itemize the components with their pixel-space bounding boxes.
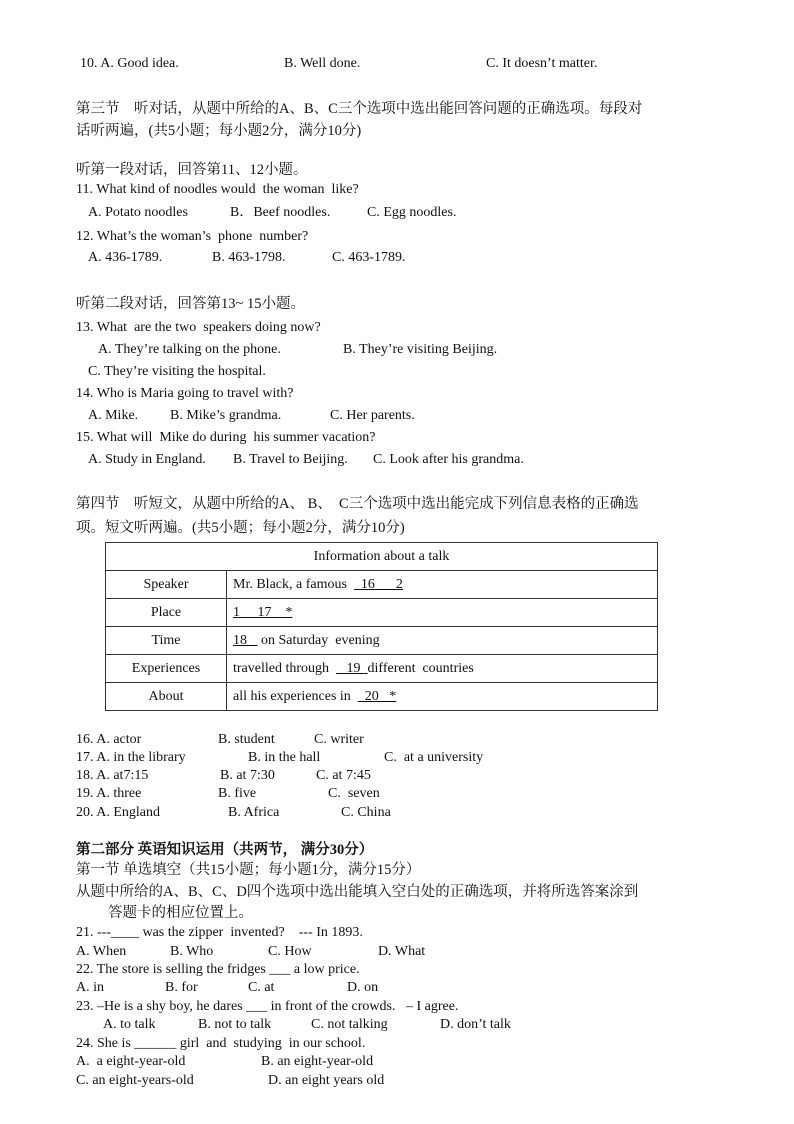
sec3-title-line1: 第三节 听对话，从题中所给的A、B、C三个选项中选出能回答问题的正确选项。每段对 <box>76 101 643 117</box>
q24-stem: 24. She is ______ girl and studying in our school. <box>76 1036 366 1051</box>
q23-option-b: B. not to talk <box>198 1017 272 1032</box>
q13-option-a: A. They’re talking on the phone. <box>98 342 281 357</box>
row-value <box>227 627 658 655</box>
q23-option-c: C. not talking <box>311 1017 388 1032</box>
info-table <box>105 542 658 711</box>
q12-option-a: A. 436-1789. <box>88 250 163 265</box>
blank-17: 1 17 * <box>233 604 293 620</box>
q24-option-c: C. an eight-years-old <box>76 1073 194 1088</box>
row-key: Time <box>106 627 227 655</box>
q12-option-b: B. 463-1798. <box>212 250 286 265</box>
q16-option-b: B. student <box>218 732 275 747</box>
q10-option-a: 10. A. Good idea. <box>80 56 179 71</box>
q22-option-c: C. at <box>248 980 275 995</box>
row-value <box>227 599 658 627</box>
q24-option-b: B. an eight-year-old <box>261 1054 374 1069</box>
sec3-part2-instruction: 听第二段对话，回答第13~ 15小题。 <box>76 296 305 312</box>
q15-option-b: B. Travel to Beijing. <box>233 452 348 467</box>
q10-option-c: C. It doesn’t matter. <box>486 56 598 71</box>
q21-option-b: B. Who <box>170 944 214 959</box>
table-row <box>106 683 658 711</box>
row-value-pre: Mr. Black, a famous <box>233 576 354 592</box>
q22-stem: 22. The store is selling the fridges ___ a low price. <box>76 962 360 977</box>
row-value <box>227 683 658 711</box>
q17-option-b: B. in the hall <box>248 750 321 765</box>
row-value-pre: all his experiences in <box>233 688 358 704</box>
q19-option-b: B. five <box>218 786 257 801</box>
q16-option-a: 16. A. actor <box>76 732 142 747</box>
q11-option-c: C. Egg noodles. <box>367 205 457 220</box>
q13-stem: 13. What are the two speakers doing now? <box>76 320 321 335</box>
row-key: Speaker <box>106 571 227 599</box>
q23-option-d: D. don’t talk <box>440 1017 511 1032</box>
q18-option-c: C. at 7:45 <box>316 768 371 783</box>
table-header: Information about a talk <box>106 543 658 571</box>
row-value-post: different countries <box>367 660 474 676</box>
q22-option-b: B. for <box>165 980 198 995</box>
q11-stem: 11. What kind of noodles would the woman like? <box>76 182 359 197</box>
q24-option-d: D. an eight years old <box>268 1073 385 1088</box>
q12-stem: 12. What’s the woman’s phone number? <box>76 229 309 244</box>
q18-option-a: 18. A. at7:15 <box>76 768 149 783</box>
row-key: Experiences <box>106 655 227 683</box>
q22-option-d: D. on <box>347 980 379 995</box>
sec4-title-line2: 项。短文听两遍。(共5小题；每小题2分，满分10分) <box>76 520 405 536</box>
q24-option-a: A. a eight-year-old <box>76 1054 186 1069</box>
q13-option-c: C. They’re visiting the hospital. <box>88 364 266 379</box>
row-value-pre: travelled through <box>233 660 337 676</box>
blank-16: 16 2 <box>353 576 403 592</box>
q20-option-b: B. Africa <box>228 805 280 820</box>
q13-option-b: B. They’re visiting Beijing. <box>343 342 498 357</box>
q21-option-d: D. What <box>378 944 426 959</box>
q15-stem: 15. What will Mike do during his summer vacation? <box>76 430 376 445</box>
row-key: Place <box>106 599 227 627</box>
part2-instruction-line1: 从题中所给的A、B、C、D四个选项中选出能填入空白处的正确选项，并将所选答案涂到 <box>76 884 639 900</box>
q14-option-b: B. Mike’s grandma. <box>170 408 282 423</box>
q17-option-c: C. at a university <box>384 750 484 765</box>
sec3-title-line2: 话听两遍，(共5小题；每小题2分，满分10分) <box>76 123 362 139</box>
q15-option-c: C. Look after his grandma. <box>373 452 524 467</box>
q17-option-a: 17. A. in the library <box>76 750 186 765</box>
row-key: About <box>106 683 227 711</box>
q19-option-a: 19. A. three <box>76 786 142 801</box>
q15-option-a: A. Study in England. <box>88 452 206 467</box>
row-value <box>227 655 658 683</box>
q22-option-a: A. in <box>76 980 104 995</box>
q18-option-b: B. at 7:30 <box>220 768 275 783</box>
q21-option-c: C. How <box>268 944 312 959</box>
q23-stem: 23. –He is a shy boy, he dares ___ in front of the crowds. – I agree. <box>76 999 459 1014</box>
blank-18: 18 <box>233 632 258 648</box>
q16-option-c: C. writer <box>314 732 364 747</box>
table-row <box>106 571 658 599</box>
q21-option-a: A. When <box>76 944 127 959</box>
q11-option-a: A. Potato noodles <box>88 205 188 220</box>
blank-20: 20 * <box>357 688 397 704</box>
table-header-row <box>106 543 658 571</box>
q14-stem: 14. Who is Maria going to travel with? <box>76 386 294 401</box>
q14-option-a: A. Mike. <box>88 408 139 423</box>
table-row <box>106 655 658 683</box>
part2-instruction-line2: 答题卡的相应位置上。 <box>108 905 253 921</box>
sec4-title-line1: 第四节 听短文，从题中所给的A、 B、 C三个选项中选出能完成下列信息表格的正确选 <box>76 496 639 512</box>
sec3-part1-instruction: 听第一段对话，回答第11、12小题。 <box>76 162 308 178</box>
q20-option-c: C. China <box>341 805 391 820</box>
part2-title: 第二部分 英语知识运用（共两节， 满分30分） <box>76 842 374 858</box>
blank-19: 19 <box>336 660 368 676</box>
q11-option-b: B．Beef noodles. <box>230 205 331 220</box>
q23-option-a: A. to talk <box>103 1017 156 1032</box>
q20-option-a: 20. A. England <box>76 805 160 820</box>
row-value-post: on Saturday evening <box>257 632 380 648</box>
q12-option-c: C. 463-1789. <box>332 250 406 265</box>
part2-sec1-title: 第一节 单选填空（共15小题；每小题1分，满分15分） <box>76 862 421 878</box>
q10-option-b: B. Well done. <box>284 56 361 71</box>
q19-option-c: C. seven <box>328 786 380 801</box>
q21-stem: 21. ---____ was the zipper invented? --- In 1893. <box>76 925 363 940</box>
q14-option-c: C. Her parents. <box>330 408 415 423</box>
row-value <box>227 571 658 599</box>
table-row <box>106 599 658 627</box>
table-row <box>106 627 658 655</box>
